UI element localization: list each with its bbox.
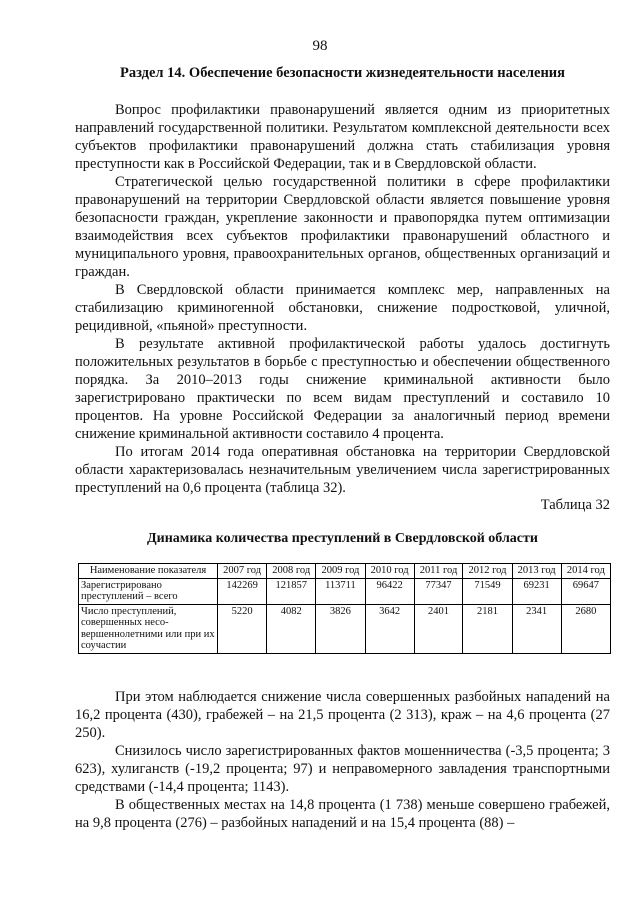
table-header-cell: 2009 год [316,564,365,579]
table-header-cell: 2012 год [463,564,512,579]
table-cell: Число преступлений, совершенных несо-вершеннолетними или при их соучастии [79,604,218,653]
crime-dynamics-table [78,563,611,654]
paragraph: Вопрос профилактики правонарушений является одним из приоритетных направлений государственной политики. Результатом комплексной деятельности всех субъектов профилактики правонарушений должна стать стабилизация уровня преступности как в Российской Федерации, так и в Свердловской области. [75,102,610,172]
table-header-cell: Наименование показателя [79,564,218,579]
table-cell: 121857 [267,578,316,604]
table-header-cell: 2011 год [414,564,463,579]
paragraph: В общественных местах на 14,8 процента (1 738) меньше совершено грабежей, на 9,8 процента (276) – разбойных нападений и на 15,4 процента (88) – [75,797,610,831]
section-title: Раздел 14. Обеспечение безопасности жизнедеятельности населения [119,65,565,81]
table-cell: 2181 [463,604,512,653]
paragraph: При этом наблюдается снижение числа совершенных разбойных нападений на 16,2 процента (430), грабежей – на 21,5 процента (2 313), краж – на 4,6 процента (27 250). [75,689,610,741]
paragraph: По итогам 2014 года оперативная обстановка на территории Свердловской области характеризовалась незначительным увеличением числа зарегистрированных преступлений на 0,6 процента (таблица 32). [75,444,610,496]
page-number: 98 [312,38,328,54]
body-text-top [75,101,610,497]
table-cell: 113711 [316,578,365,604]
table-header-cell: 2007 год [218,564,267,579]
table-header-cell: 2008 год [267,564,316,579]
table-cell: 3642 [365,604,414,653]
table-cell: Зарегистрировано преступлений – всего [79,578,218,604]
table-header-cell: 2013 год [512,564,561,579]
table-cell: 142269 [218,578,267,604]
table-cell: 3826 [316,604,365,653]
table-cell: 71549 [463,578,512,604]
table-row [79,578,611,604]
table-cell: 2401 [414,604,463,653]
paragraph: В результате активной профилактической работы удалось достигнуть положительных результатов в борьбе с преступностью и обеспечении общественного порядка. За 2010–2013 годы снижение криминальной активности было зарегистрировано практически по всем видам преступлений и составило 10 процентов. На уровне Российской Федерации за аналогичный период времени снижение криминальной активности составило 4 процента. [75,336,610,442]
table-cell: 4082 [267,604,316,653]
paragraph: Стратегической целью государственной политики в сфере профилактики правонарушений на территории Свердловской области является повышение уровня безопасности граждан, укрепление законности и правопорядка путем оптимизации взаимодействия всех субъектов профилактики правонарушений областного и муниципального уровня, правоохранительных органов, общественных организаций и граждан. [75,174,610,280]
paragraph: В Свердловской области принимается комплекс мер, направленных на стабилизацию криминогенной обстановки, снижение подростковой, уличной, рецидивной, «пьяной» преступности. [75,282,610,334]
table-title: Динамика количества преступлений в Свердловской области [147,531,538,546]
table-cell: 5220 [218,604,267,653]
table-header-cell: 2014 год [561,564,610,579]
table-header-cell: 2010 год [365,564,414,579]
table-row [79,604,611,653]
table-cell: 69231 [512,578,561,604]
table-label: Таблица 32 [540,497,610,513]
paragraph: Снизилось число зарегистрированных фактов мошенничества (-3,5 процента; 3 623), хулиганств (-19,2 процента; 97) и неправомерного завладения транспортными средствами (-14,4 процента; 1143). [75,743,610,795]
body-text-bottom [75,688,610,832]
table-header-row [79,564,611,579]
table-cell: 2341 [512,604,561,653]
table-cell: 96422 [365,578,414,604]
table-cell: 2680 [561,604,610,653]
table-cell: 69647 [561,578,610,604]
table-cell: 77347 [414,578,463,604]
